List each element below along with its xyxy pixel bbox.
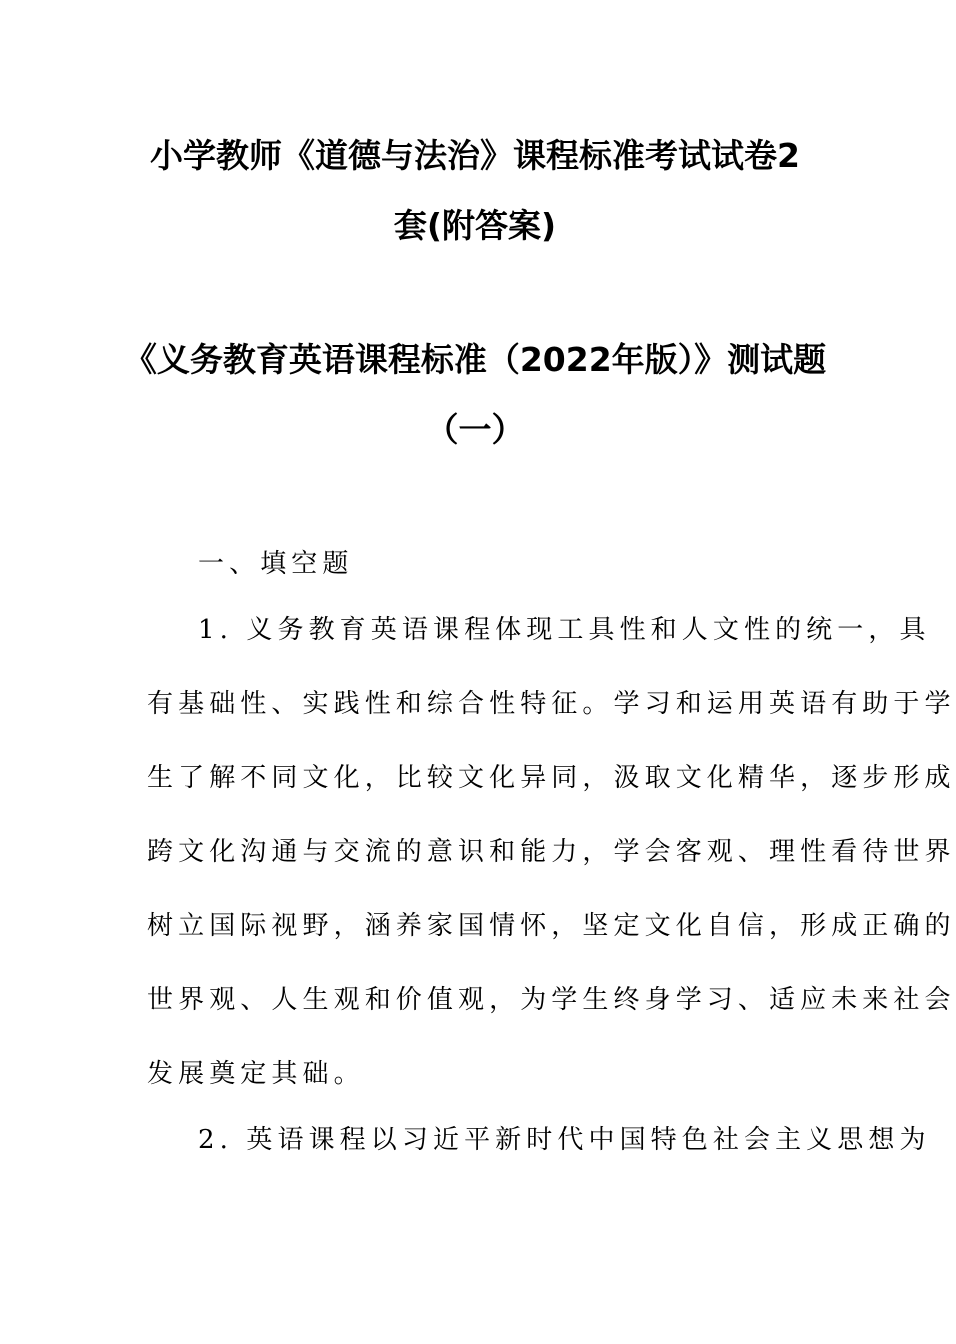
test-subtitle-line-2: （一）	[425, 410, 525, 449]
section-heading: 一、填空题	[198, 549, 354, 579]
question-1-line-6: 世界观、人生观和价值观，为学生终身学习、适应未来社会	[147, 985, 956, 1015]
question-1-line-7: 发展奠定其础。	[147, 1059, 365, 1089]
question-1-line-5: 树立国际视野，涵养家国情怀，坚定文化自信，形成正确的	[147, 911, 956, 941]
question-1-line-3: 生了解不同文化，比较文化异同，汲取文化精华，逐步形成	[147, 763, 956, 793]
test-subtitle-line-1: 《义务教育英语课程标准（2022年版）》测试题	[123, 340, 827, 379]
document-title-line-2: 套(附答案)	[393, 206, 557, 245]
question-2-line-1: 2. 英语课程以习近平新时代中国特色社会主义思想为	[198, 1125, 931, 1155]
question-1-line-2: 有基础性、实践性和综合性特征。学习和运用英语有助于学	[147, 689, 956, 719]
document-title-line-1: 小学教师《道德与法治》课程标准考试试卷2	[150, 136, 800, 175]
question-1-line-1: 1. 义务教育英语课程体现工具性和人文性的统一，具	[198, 615, 931, 645]
question-1-line-4: 跨文化沟通与交流的意识和能力，学会客观、理性看待世界	[147, 837, 956, 867]
